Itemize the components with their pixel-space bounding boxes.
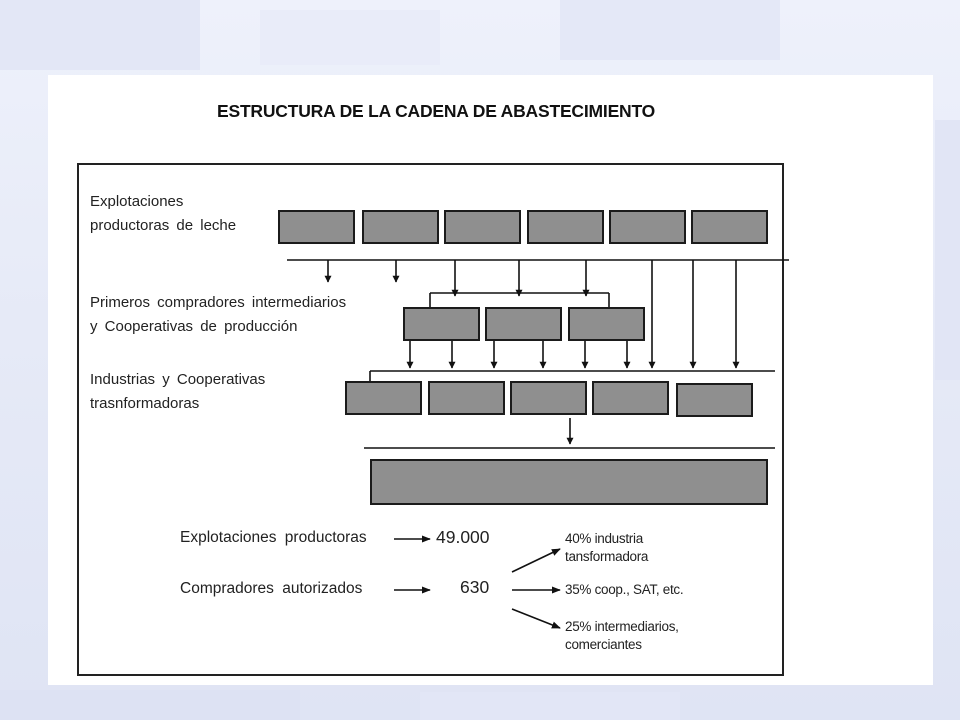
label-first-buyers bbox=[90, 291, 346, 339]
breakdown-industry-line2: tansformadora bbox=[565, 549, 649, 564]
intermediary-box bbox=[403, 307, 480, 341]
producer-box bbox=[362, 210, 439, 244]
breakdown-industry bbox=[565, 530, 648, 566]
intermediary-box bbox=[568, 307, 645, 341]
intermediary-box bbox=[485, 307, 562, 341]
stat-buyers-value: 630 bbox=[460, 577, 490, 597]
stat-buyers-label: Compradores autorizados bbox=[180, 580, 363, 597]
industry-box bbox=[592, 381, 669, 415]
breakdown-industry-line1: 40% industria bbox=[565, 531, 643, 546]
producer-box bbox=[444, 210, 521, 244]
producer-box bbox=[691, 210, 768, 244]
label-producers-line2: productoras de leche bbox=[90, 217, 237, 234]
label-industries-line2: trasnformadoras bbox=[90, 395, 200, 412]
consumer-box bbox=[370, 459, 768, 505]
breakdown-coop bbox=[565, 581, 683, 599]
label-industries-line1: Industrias y Cooperativas bbox=[90, 371, 266, 388]
producer-box bbox=[609, 210, 686, 244]
producer-box bbox=[527, 210, 604, 244]
industry-box bbox=[428, 381, 505, 415]
label-first-buyers-line1: Primeros compradores intermediarios bbox=[90, 294, 347, 311]
industry-box bbox=[345, 381, 422, 415]
industry-box bbox=[676, 383, 753, 417]
industry-box bbox=[510, 381, 587, 415]
breakdown-coop-line1: 35% coop., SAT, etc. bbox=[565, 582, 684, 597]
label-first-buyers-line2: y Cooperativas de producción bbox=[90, 318, 298, 335]
label-producers-line1: Explotaciones bbox=[90, 193, 184, 210]
breakdown-intermediaries-line2: comerciantes bbox=[565, 637, 642, 652]
breakdown-intermediaries bbox=[565, 618, 679, 654]
label-producers bbox=[90, 190, 236, 238]
breakdown-intermediaries-line1: 25% intermediarios, bbox=[565, 619, 679, 634]
producer-box bbox=[278, 210, 355, 244]
label-industries bbox=[90, 368, 265, 416]
diagram-title: ESTRUCTURA DE LA CADENA DE ABASTECIMIENTO bbox=[217, 101, 656, 121]
stat-producers-value: 49.000 bbox=[436, 527, 490, 547]
stat-producers-label: Explotaciones productoras bbox=[180, 529, 367, 546]
